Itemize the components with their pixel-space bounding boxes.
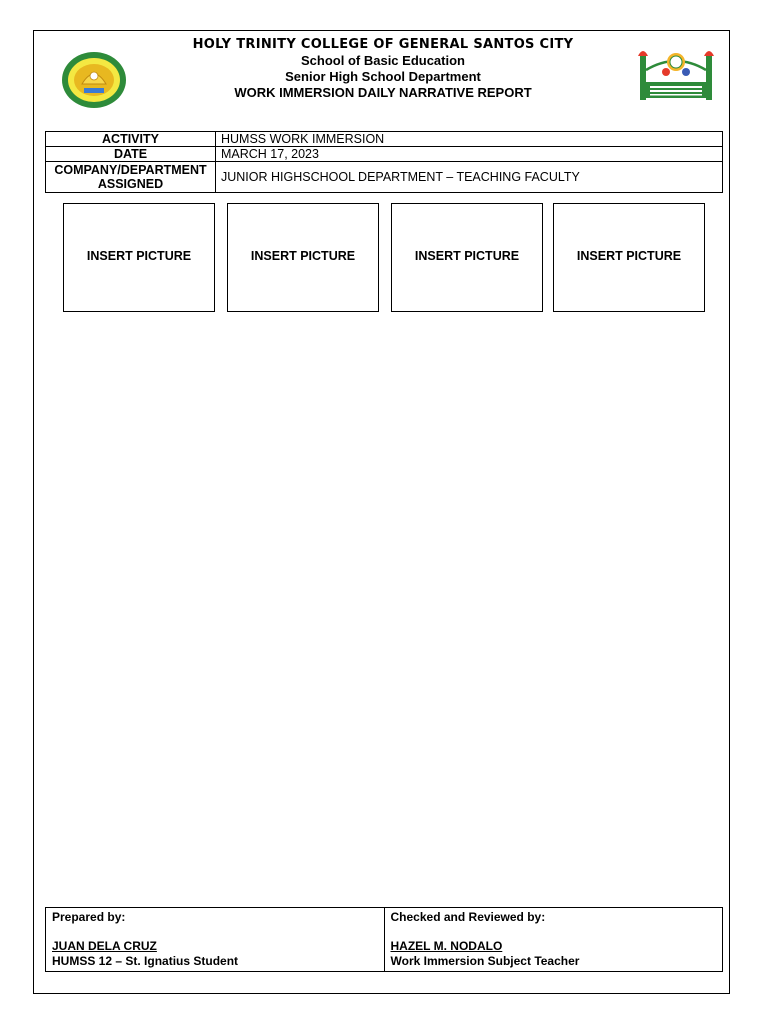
checked-by-label: Checked and Reviewed by: <box>390 910 546 924</box>
info-table <box>45 131 723 193</box>
checked-by-name: HAZEL M. NODALO <box>390 939 503 953</box>
picture-placeholder-1[interactable] <box>63 203 215 312</box>
date-label: DATE <box>46 147 216 162</box>
picture-placeholder-4[interactable] <box>553 203 705 312</box>
date-value[interactable]: MARCH 17, 2023 <box>216 147 723 162</box>
checked-by-cell <box>384 908 723 972</box>
picture-placeholder-label: INSERT PICTURE <box>414 248 520 263</box>
activity-label: ACTIVITY <box>46 132 216 147</box>
prepared-by-cell <box>46 908 385 972</box>
picture-placeholder-label: INSERT PICTURE <box>86 248 192 263</box>
picture-placeholder-label: INSERT PICTURE <box>250 248 356 263</box>
company-value[interactable]: JUNIOR HIGHSCHOOL DEPARTMENT – TEACHING FACULTY <box>216 162 723 193</box>
narrative-area[interactable] <box>45 330 723 890</box>
report-title: WORK IMMERSION DAILY NARRATIVE REPORT <box>234 85 532 100</box>
picture-placeholder-label: INSERT PICTURE <box>576 248 682 263</box>
picture-placeholder-2[interactable] <box>227 203 379 312</box>
company-label-line1: COMPANY/DEPARTMENT <box>54 163 207 177</box>
department-line: School of Basic Education <box>301 53 465 68</box>
company-label <box>46 162 216 193</box>
report-header <box>33 36 733 101</box>
school-name: HOLY TRINITY COLLEGE OF GENERAL SANTOS CITY <box>192 37 574 52</box>
sub-department-line: Senior High School Department <box>285 69 481 84</box>
checked-by-role: Work Immersion Subject Teacher <box>390 954 580 968</box>
activity-value[interactable]: HUMSS WORK IMMERSION <box>216 132 723 147</box>
company-row <box>46 162 723 193</box>
signature-table <box>45 907 723 972</box>
date-row <box>46 147 723 162</box>
prepared-by-name: JUAN DELA CRUZ <box>52 939 157 953</box>
picture-placeholder-3[interactable] <box>391 203 543 312</box>
activity-row <box>46 132 723 147</box>
prepared-by-role: HUMSS 12 – St. Ignatius Student <box>52 954 239 968</box>
company-label-line2: ASSIGNED <box>97 177 164 191</box>
prepared-by-label: Prepared by: <box>52 910 126 924</box>
